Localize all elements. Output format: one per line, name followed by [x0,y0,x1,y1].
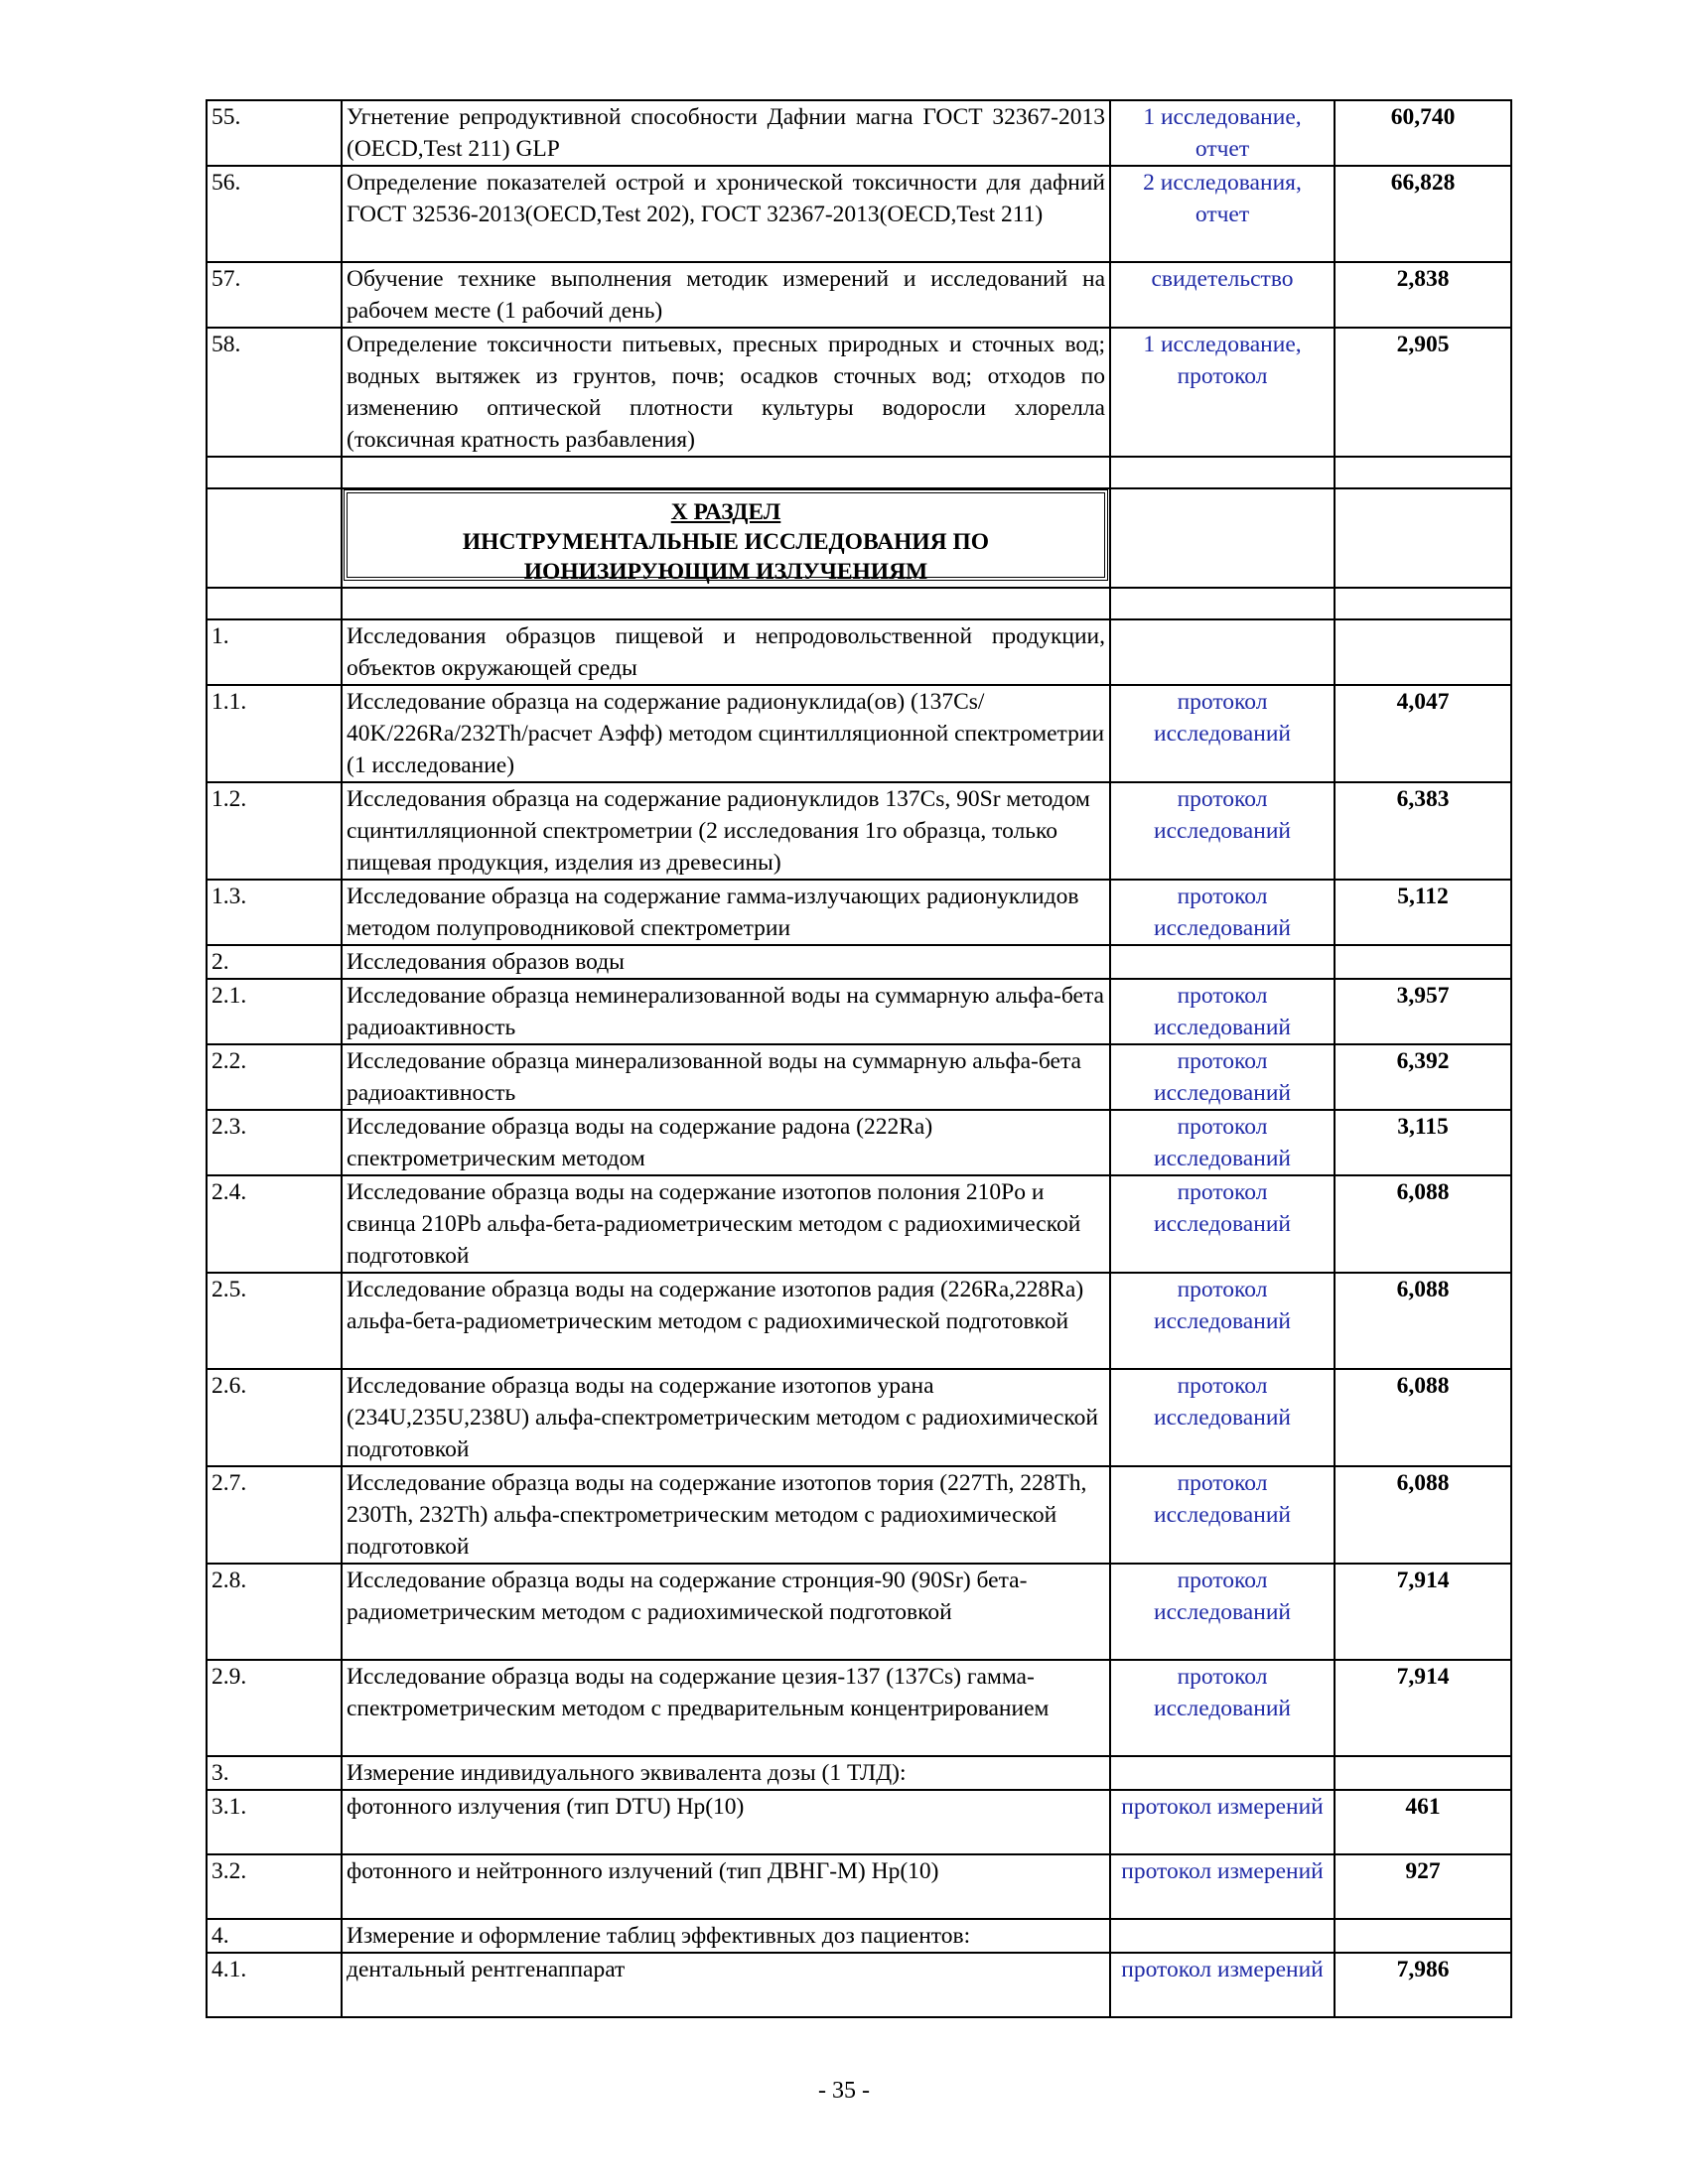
price-value: 7,914 [1335,1660,1511,1756]
price-value: 3,957 [1335,979,1511,1044]
row-number: 56. [207,166,342,262]
service-description: Исследование образца на содержание радионуклида(ов) (137Cs/ 40K/226Ra/232Th/расчет Аэфф) методом сцинтилляционной спектрометрии (1 исследование) [342,685,1110,782]
price-value: 4,047 [1335,685,1511,782]
row-number: 4. [207,1919,342,1953]
price-value: 66,828 [1335,166,1511,262]
row-number: 2. [207,945,342,979]
price-value: 2,905 [1335,328,1511,457]
service-description: Исследование образца на содержание гамма-излучающих радионуклидов методом полупроводниковой спектрометрии [342,880,1110,945]
price-value: 6,383 [1335,782,1511,880]
table-row [207,782,1511,880]
service-description: Определение показателей острой и хронической токсичности для дафний ГОСТ 32536-2013(OECD,Test 202), ГОСТ 32367-2013(OECD,Test 211) [342,166,1110,262]
service-description: Исследование образца воды на содержание изотопов радия (226Ra,228Ra) альфа-бета-радиометрическим методом с радиохимической подготовкой [342,1273,1110,1369]
row-number: 2.2. [207,1044,342,1110]
table-row [207,1466,1511,1564]
table-row [207,328,1511,457]
section-title-line-1: ИНСТРУМЕНТАЛЬНЫЕ ИССЛЕДОВАНИЯ ПО [462,529,990,555]
price-value: 6,392 [1335,1044,1511,1110]
row-number: 57. [207,262,342,328]
table-row [207,100,1511,166]
row-number: 2.1. [207,979,342,1044]
service-description: Исследование образца воды на содержание изотопов тория (227Th, 228Th, 230Th, 232Th) альфа-спектрометрическим методом с радиохимической подготовкой [342,1466,1110,1564]
row-number: 1.3. [207,880,342,945]
table-row [207,1110,1511,1175]
row-number: 2.7. [207,1466,342,1564]
price-value [1335,1756,1511,1790]
service-description: Измерение индивидуального эквивалента дозы (1 ТЛД): [342,1756,1110,1790]
table-row [207,262,1511,328]
service-description: фотонного излучения (тип DTU) Hp(10) [342,1790,1110,1854]
service-description: Исследование образца неминерализованной воды на суммарную альфа-бета радиоактивность [342,979,1110,1044]
price-value: 3,115 [1335,1110,1511,1175]
price-value: 6,088 [1335,1466,1511,1564]
service-description: Исследования образцов пищевой и непродовольственной продукции, объектов окружающей среды [342,619,1110,685]
result-document: протокол исследований [1110,1660,1335,1756]
result-document: 1 исследование, протокол [1110,328,1335,457]
table-row [207,685,1511,782]
service-description: Измерение и оформление таблиц эффективных доз пациентов: [342,1919,1110,1953]
result-document: протокол исследований [1110,880,1335,945]
row-number: 2.9. [207,1660,342,1756]
price-list-table [206,99,1512,2018]
table-row [207,166,1511,262]
table-row [207,1790,1511,1854]
result-document: протокол исследований [1110,1564,1335,1660]
price-value: 927 [1335,1854,1511,1919]
section-heading [344,489,1108,585]
table-row [207,1854,1511,1919]
service-description: Определение токсичности питьевых, пресных природных и сточных вод; водных вытяжек из грунтов, почв; осадков сточных вод; отходов по изменению оптической плотности культуры водоросли хлорелла (токсичная кратность разбавления) [342,328,1110,457]
service-description: Исследование образца воды на содержание радона (222Ra) спектрометрическим методом [342,1110,1110,1175]
service-description: фотонного и нейтронного излучений (тип ДВНГ-М) Hp(10) [342,1854,1110,1919]
result-document: протокол исследований [1110,782,1335,880]
page-number: - 35 - [818,2078,870,2104]
empty-row [207,588,1511,619]
price-value: 7,986 [1335,1953,1511,2017]
result-document [1110,619,1335,685]
table-row [207,1175,1511,1273]
result-document [1110,945,1335,979]
result-document [1110,1756,1335,1790]
result-document: протокол исследований [1110,1175,1335,1273]
result-document: протокол исследований [1110,1110,1335,1175]
service-description: Исследование образца воды на содержание цезия-137 (137Cs) гамма-спектрометрическим методом с предварительным концентрированием [342,1660,1110,1756]
price-value: 6,088 [1335,1273,1511,1369]
row-number: 4.1. [207,1953,342,2017]
result-document: протокол исследований [1110,1273,1335,1369]
price-value: 7,914 [1335,1564,1511,1660]
price-value [1335,1919,1511,1953]
result-document: протокол измерений [1110,1854,1335,1919]
price-value [1335,945,1511,979]
table-row [207,1369,1511,1466]
row-number: 1. [207,619,342,685]
row-number: 2.6. [207,1369,342,1466]
table-row [207,1919,1511,1953]
row-number: 2.5. [207,1273,342,1369]
result-document: 1 исследование, отчет [1110,100,1335,166]
result-document [1110,1919,1335,1953]
service-description: Исследования образов воды [342,945,1110,979]
result-document: протокол исследований [1110,979,1335,1044]
service-description: дентальный рентгенаппарат [342,1953,1110,2017]
table-row [207,1660,1511,1756]
table-row [207,945,1511,979]
price-value [1335,619,1511,685]
row-number: 2.8. [207,1564,342,1660]
row-number: 55. [207,100,342,166]
table-row [207,1044,1511,1110]
row-number: 1.1. [207,685,342,782]
service-description: Исследование образца воды на содержание изотопов урана (234U,235U,238U) альфа-спектрометрическим методом с радиохимической подготовкой [342,1369,1110,1466]
table-row [207,1564,1511,1660]
service-description: Обучение технике выполнения методик измерений и исследований на рабочем месте (1 рабочий день) [342,262,1110,328]
table-row [207,1273,1511,1369]
empty-row [207,457,1511,488]
result-document: протокол исследований [1110,1466,1335,1564]
section-number: X РАЗДЕЛ [670,499,781,525]
service-description: Исследование образца воды на содержание изотопов полония 210Po и свинца 210Pb альфа-бета-радиометрическим методом с радиохимической подготовкой [342,1175,1110,1273]
section-heading-row [207,488,1511,588]
row-number: 3.1. [207,1790,342,1854]
service-description: Исследование образца воды на содержание стронция-90 (90Sr) бета-радиометрическим методом с радиохимической подготовкой [342,1564,1110,1660]
table-row [207,1953,1511,2017]
row-number: 1.2. [207,782,342,880]
table-row [207,619,1511,685]
service-description: Исследования образца на содержание радионуклидов 137Cs, 90Sr методом сцинтилляционной спектрометрии (2 исследования 1го образца, только пищевая продукция, изделия из древесины) [342,782,1110,880]
result-document: протокол исследований [1110,1369,1335,1466]
result-document: 2 исследования, отчет [1110,166,1335,262]
service-description: Угнетение репродуктивной способности Дафнии магна ГОСТ 32367-2013 (OECD,Test 211) GLP [342,100,1110,166]
result-document: протокол исследований [1110,1044,1335,1110]
service-description: Исследование образца минерализованной воды на суммарную альфа-бета радиоактивность [342,1044,1110,1110]
table-row [207,1756,1511,1790]
price-value: 6,088 [1335,1369,1511,1466]
result-document: протокол измерений [1110,1953,1335,2017]
table-row [207,979,1511,1044]
price-value: 60,740 [1335,100,1511,166]
table-row [207,880,1511,945]
price-value: 6,088 [1335,1175,1511,1273]
result-document: протокол измерений [1110,1790,1335,1854]
price-value: 5,112 [1335,880,1511,945]
row-number: 58. [207,328,342,457]
price-value: 461 [1335,1790,1511,1854]
row-number: 3.2. [207,1854,342,1919]
section-title-line-2: ИОНИЗИРУЮЩИМ ИЗЛУЧЕНИЯМ [523,559,928,585]
row-number: 3. [207,1756,342,1790]
row-number: 2.4. [207,1175,342,1273]
result-document: свидетельство [1110,262,1335,328]
price-value: 2,838 [1335,262,1511,328]
result-document: протокол исследований [1110,685,1335,782]
row-number: 2.3. [207,1110,342,1175]
